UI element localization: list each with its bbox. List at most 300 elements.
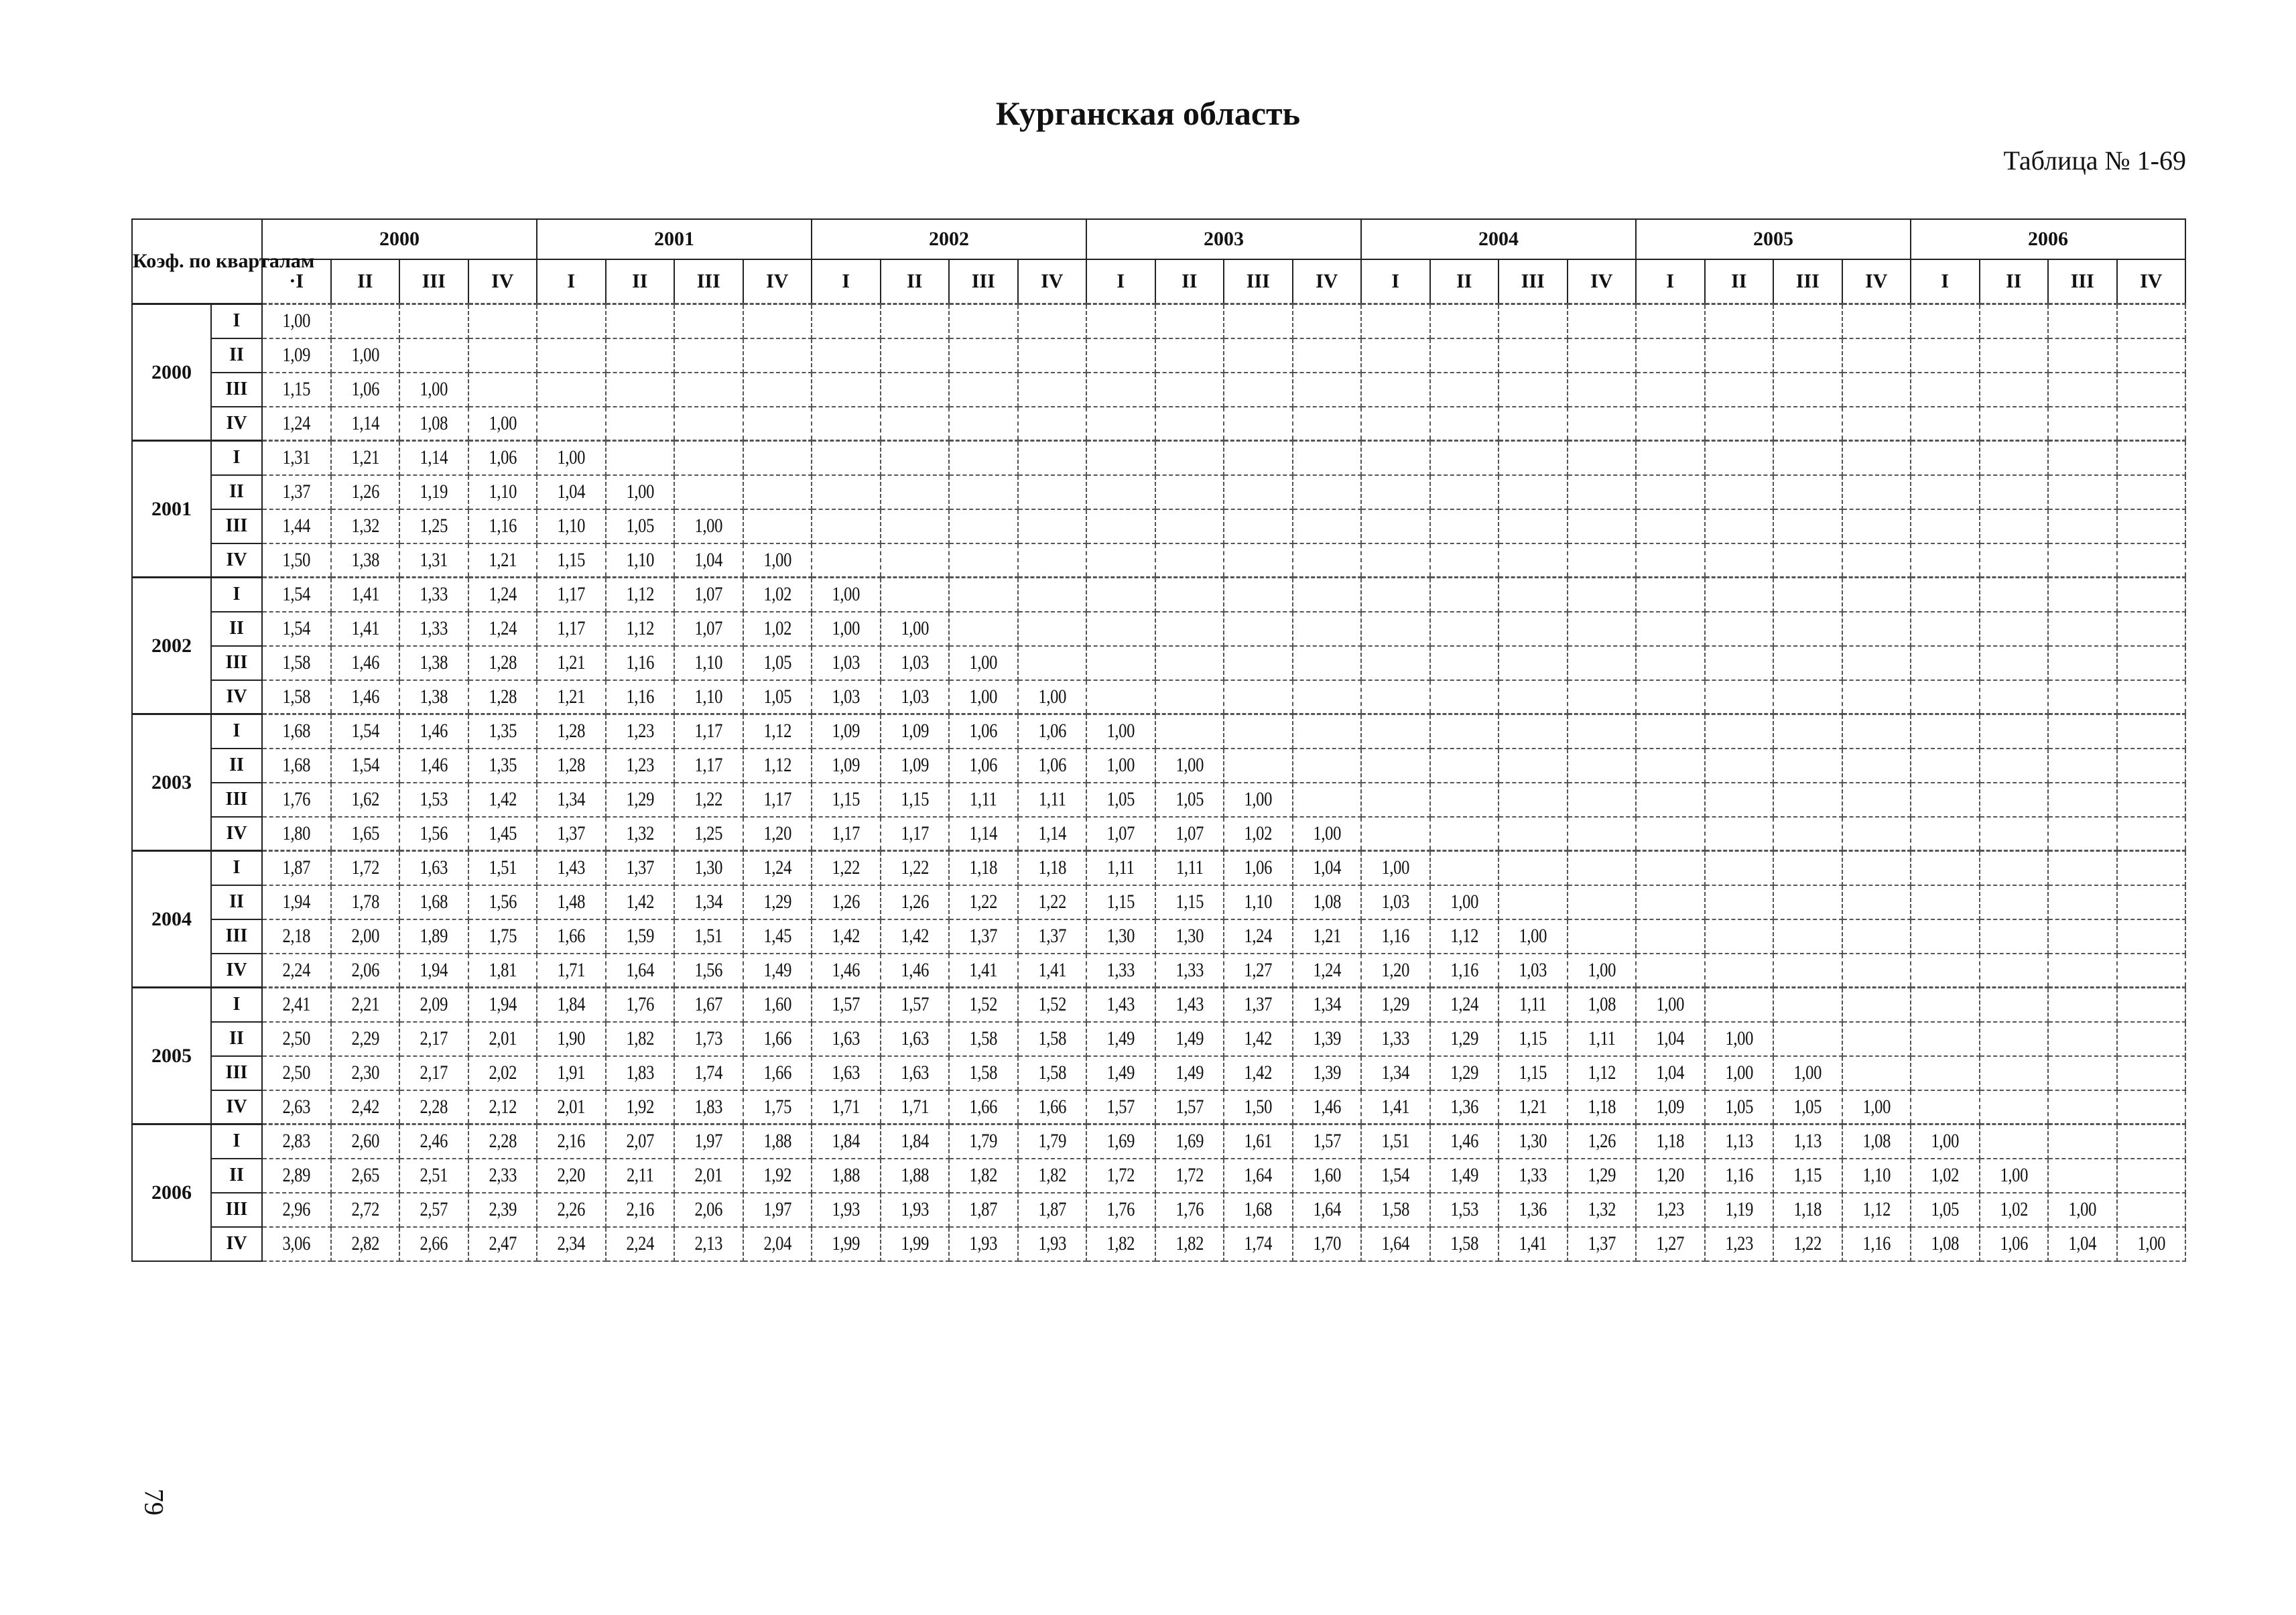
empty-cell: [1911, 509, 1980, 543]
coefficient-cell: 1,49: [1092, 1056, 1149, 1090]
table-row: [132, 885, 2185, 919]
empty-cell: [2048, 509, 2117, 543]
coefficient-cell: 1,41: [1024, 954, 1080, 988]
coefficient-cell: 1,71: [887, 1090, 943, 1124]
coefficient-cell: 1,12: [1436, 919, 1492, 954]
empty-cell: [2117, 578, 2186, 612]
empty-cell: [1773, 783, 1842, 817]
coefficient-cell: 1,82: [1161, 1227, 1218, 1261]
empty-cell: [1361, 373, 1430, 407]
coefficient-cell: 1,34: [1367, 1056, 1423, 1090]
quarter-header: IV: [1568, 259, 1637, 304]
coefficient-cell: 1,63: [405, 851, 462, 885]
coefficient-cell: 1,00: [474, 407, 531, 441]
empty-cell: [1842, 680, 1911, 714]
empty-cell: [1155, 612, 1224, 646]
empty-cell: [1705, 680, 1774, 714]
empty-cell: [1224, 475, 1293, 509]
coefficient-cell: 1,08: [1848, 1124, 1905, 1159]
empty-cell: [1980, 373, 2049, 407]
empty-cell: [1155, 304, 1224, 338]
coefficient-cell: 1,57: [1092, 1090, 1149, 1124]
empty-cell: [1155, 373, 1224, 407]
empty-cell: [1911, 1056, 1980, 1090]
empty-cell: [1293, 543, 1362, 578]
empty-cell: [1773, 714, 1842, 749]
coefficient-cell: 1,42: [474, 783, 531, 817]
empty-cell: [1086, 646, 1155, 680]
coefficient-cell: 1,17: [543, 612, 599, 646]
row-quarter-label: IV: [211, 543, 262, 578]
coefficient-cell: 1,04: [1642, 1022, 1698, 1056]
coefficient-cell: 1,07: [1092, 817, 1149, 851]
quarter-header: II: [1980, 259, 2049, 304]
coefficient-cell: 2,42: [337, 1090, 393, 1124]
empty-cell: [1705, 407, 1774, 441]
coefficient-cell: 1,05: [612, 509, 668, 543]
empty-cell: [1842, 783, 1911, 817]
empty-cell: [1224, 714, 1293, 749]
empty-cell: [1224, 646, 1293, 680]
coefficient-cell: 1,13: [1779, 1124, 1836, 1159]
empty-cell: [1980, 441, 2049, 475]
empty-cell: [1430, 646, 1499, 680]
coefficient-cell: 1,16: [1711, 1159, 1767, 1193]
empty-cell: [881, 578, 950, 612]
table-row: [132, 1227, 2185, 1261]
coefficient-cell: 1,00: [818, 578, 874, 612]
empty-cell: [606, 304, 675, 338]
coefficient-cell: 1,10: [543, 509, 599, 543]
coefficient-cell: 2,00: [337, 919, 393, 954]
coefficient-cell: 1,00: [1299, 817, 1355, 851]
empty-cell: [1498, 509, 1568, 543]
coefficient-cell: 1,32: [1574, 1193, 1630, 1227]
coefficient-cell: 1,75: [749, 1090, 806, 1124]
coefficient-cell: 1,21: [1505, 1090, 1561, 1124]
coefficient-cell: 1,54: [268, 612, 324, 646]
empty-cell: [1293, 578, 1362, 612]
empty-cell: [1636, 338, 1705, 373]
coefficient-cell: 1,00: [1436, 885, 1492, 919]
empty-cell: [1705, 885, 1774, 919]
quarter-header-row: [132, 259, 2185, 304]
corner-header: Коэф. по кварталам: [132, 219, 262, 304]
empty-cell: [1705, 749, 1774, 783]
coefficient-cell: 1,63: [887, 1022, 943, 1056]
quarter-header: I: [1911, 259, 1980, 304]
empty-cell: [1086, 407, 1155, 441]
empty-cell: [606, 441, 675, 475]
empty-cell: [1980, 817, 2049, 851]
coefficient-cell: 1,46: [405, 714, 462, 749]
empty-cell: [1430, 338, 1499, 373]
empty-cell: [2117, 885, 2186, 919]
coefficient-cell: 1,22: [818, 851, 874, 885]
empty-cell: [949, 612, 1018, 646]
coefficient-cell: 1,00: [1642, 988, 1698, 1022]
empty-cell: [1155, 441, 1224, 475]
empty-cell: [1980, 509, 2049, 543]
coefficient-cell: 1,14: [405, 441, 462, 475]
empty-cell: [1224, 304, 1293, 338]
coefficient-cell: 1,46: [887, 954, 943, 988]
coefficient-cell: 1,73: [680, 1022, 737, 1056]
empty-cell: [1568, 749, 1637, 783]
empty-cell: [1293, 338, 1362, 373]
quarter-header: III: [1498, 259, 1568, 304]
coefficient-cell: 1,00: [1161, 749, 1218, 783]
empty-cell: [1430, 783, 1499, 817]
empty-cell: [1568, 680, 1637, 714]
coefficient-cell: 1,23: [1642, 1193, 1698, 1227]
coefficient-cell: 1,42: [612, 885, 668, 919]
coefficient-cell: 1,07: [680, 578, 737, 612]
coefficient-cell: 1,68: [1230, 1193, 1286, 1227]
empty-cell: [812, 509, 881, 543]
empty-cell: [1224, 749, 1293, 783]
row-year-label: 2006: [132, 1124, 211, 1261]
coefficient-cell: 1,84: [887, 1124, 943, 1159]
coefficient-cell: 1,37: [1024, 919, 1080, 954]
coefficient-cell: 1,35: [474, 714, 531, 749]
empty-cell: [2117, 851, 2186, 885]
row-quarter-label: I: [211, 988, 262, 1022]
coefficient-cell: 2,21: [337, 988, 393, 1022]
empty-cell: [1155, 509, 1224, 543]
empty-cell: [1980, 851, 2049, 885]
empty-cell: [1498, 817, 1568, 851]
coefficient-cell: 1,58: [268, 646, 324, 680]
coefficient-cell: 1,68: [268, 749, 324, 783]
empty-cell: [1430, 373, 1499, 407]
empty-cell: [1498, 885, 1568, 919]
coefficient-cell: 1,06: [955, 714, 1011, 749]
empty-cell: [1773, 954, 1842, 988]
coefficient-cell: 1,26: [337, 475, 393, 509]
empty-cell: [1293, 783, 1362, 817]
coefficient-cell: 1,25: [405, 509, 462, 543]
empty-cell: [674, 373, 743, 407]
row-quarter-label: I: [211, 304, 262, 338]
empty-cell: [1498, 783, 1568, 817]
coefficient-cell: 1,20: [1367, 954, 1423, 988]
empty-cell: [1773, 1022, 1842, 1056]
empty-cell: [812, 441, 881, 475]
coefficient-cell: 1,66: [955, 1090, 1011, 1124]
coefficient-cell: 1,00: [1092, 714, 1149, 749]
coefficient-cell: 1,50: [1230, 1090, 1286, 1124]
table-row: [132, 1193, 2185, 1227]
coefficient-cell: 1,00: [1024, 680, 1080, 714]
empty-cell: [1293, 749, 1362, 783]
coefficient-cell: 1,58: [1367, 1193, 1423, 1227]
quarter-header: II: [331, 259, 400, 304]
coefficient-cell: 2,16: [612, 1193, 668, 1227]
empty-cell: [1086, 578, 1155, 612]
coefficient-cell: 1,00: [612, 475, 668, 509]
empty-cell: [812, 543, 881, 578]
table-row: [132, 749, 2185, 783]
coefficient-cell: 1,24: [1436, 988, 1492, 1022]
coefficient-cell: 1,52: [955, 988, 1011, 1022]
empty-cell: [1980, 714, 2049, 749]
coefficient-cell: 1,27: [1230, 954, 1286, 988]
coefficient-cell: 2,26: [543, 1193, 599, 1227]
quarter-header: II: [1155, 259, 1224, 304]
empty-cell: [2048, 1159, 2117, 1193]
coefficient-cell: 1,66: [543, 919, 599, 954]
empty-cell: [812, 338, 881, 373]
coefficient-cell: 1,00: [2123, 1227, 2179, 1261]
quarter-header: III: [399, 259, 468, 304]
empty-cell: [1224, 680, 1293, 714]
empty-cell: [1980, 338, 2049, 373]
coefficient-cell: 1,58: [955, 1056, 1011, 1090]
empty-cell: [812, 373, 881, 407]
empty-cell: [743, 338, 812, 373]
coefficient-cell: 1,37: [1230, 988, 1286, 1022]
coefficient-cell: 1,39: [1299, 1056, 1355, 1090]
row-quarter-label: II: [211, 338, 262, 373]
empty-cell: [1980, 680, 2049, 714]
empty-cell: [674, 338, 743, 373]
coefficient-cell: 2,20: [543, 1159, 599, 1193]
empty-cell: [1842, 578, 1911, 612]
empty-cell: [1155, 543, 1224, 578]
empty-cell: [1773, 304, 1842, 338]
coefficient-cell: 1,08: [1299, 885, 1355, 919]
coefficient-cell: 1,28: [474, 680, 531, 714]
empty-cell: [1636, 475, 1705, 509]
coefficient-cell: 1,11: [1505, 988, 1561, 1022]
empty-cell: [2117, 783, 2186, 817]
empty-cell: [1705, 783, 1774, 817]
coefficient-cell: 1,36: [1436, 1090, 1492, 1124]
coefficient-cell: 1,59: [612, 919, 668, 954]
empty-cell: [2048, 407, 2117, 441]
empty-cell: [1705, 304, 1774, 338]
empty-cell: [1842, 646, 1911, 680]
coefficient-cell: 1,12: [612, 578, 668, 612]
coefficient-cell: 1,66: [749, 1056, 806, 1090]
coefficient-cell: 1,92: [612, 1090, 668, 1124]
coefficient-cell: 1,74: [680, 1056, 737, 1090]
empty-cell: [1705, 646, 1774, 680]
year-header: 2001: [537, 219, 812, 259]
empty-cell: [1018, 441, 1087, 475]
empty-cell: [1980, 919, 2049, 954]
coefficient-cell: 1,05: [749, 646, 806, 680]
empty-cell: [1568, 407, 1637, 441]
empty-cell: [2048, 441, 2117, 475]
coefficient-cell: 1,67: [680, 988, 737, 1022]
year-header: 2000: [262, 219, 537, 259]
row-quarter-label: I: [211, 851, 262, 885]
empty-cell: [1842, 885, 1911, 919]
empty-cell: [1224, 373, 1293, 407]
coefficient-cell: 1,54: [337, 714, 393, 749]
quarter-header: II: [1705, 259, 1774, 304]
coefficient-cell: 1,00: [955, 646, 1011, 680]
empty-cell: [881, 543, 950, 578]
empty-cell: [2048, 304, 2117, 338]
coefficient-cell: 1,22: [680, 783, 737, 817]
coefficient-cell: 1,00: [1711, 1056, 1767, 1090]
empty-cell: [1293, 373, 1362, 407]
empty-cell: [1568, 441, 1637, 475]
empty-cell: [1911, 783, 1980, 817]
coefficient-cell: 1,37: [543, 817, 599, 851]
empty-cell: [1430, 612, 1499, 646]
quarter-header: IV: [1842, 259, 1911, 304]
empty-cell: [1155, 407, 1224, 441]
coefficient-cell: 1,71: [818, 1090, 874, 1124]
empty-cell: [1773, 646, 1842, 680]
quarter-header: I: [1361, 259, 1430, 304]
coefficient-cell: 1,17: [887, 817, 943, 851]
coefficient-cell: 1,90: [543, 1022, 599, 1056]
coefficient-cell: 2,33: [474, 1159, 531, 1193]
coefficient-cell: 1,58: [955, 1022, 1011, 1056]
empty-cell: [1636, 680, 1705, 714]
coefficient-cell: 1,10: [612, 543, 668, 578]
empty-cell: [1155, 646, 1224, 680]
empty-cell: [1636, 373, 1705, 407]
coefficient-cell: 2,01: [474, 1022, 531, 1056]
coefficient-cell: 1,00: [1986, 1159, 2042, 1193]
empty-cell: [1361, 441, 1430, 475]
coefficient-cell: 1,71: [543, 954, 599, 988]
empty-cell: [743, 373, 812, 407]
empty-cell: [2117, 714, 2186, 749]
empty-cell: [1980, 475, 2049, 509]
coefficient-cell: 1,14: [1024, 817, 1080, 851]
coefficient-cell: 1,30: [680, 851, 737, 885]
coefficient-cell: 1,22: [887, 851, 943, 885]
empty-cell: [1018, 373, 1087, 407]
table-row: [132, 851, 2185, 885]
coefficient-cell: 1,28: [474, 646, 531, 680]
coefficient-cell: 1,35: [474, 749, 531, 783]
empty-cell: [2117, 543, 2186, 578]
empty-cell: [2117, 817, 2186, 851]
empty-cell: [2048, 373, 2117, 407]
coefficient-cell: 1,24: [1299, 954, 1355, 988]
coefficient-cell: 1,25: [680, 817, 737, 851]
coefficient-cell: 1,07: [1161, 817, 1218, 851]
quarter-header: II: [1430, 259, 1499, 304]
row-quarter-label: III: [211, 1193, 262, 1227]
empty-cell: [1773, 543, 1842, 578]
coefficient-cell: 1,10: [680, 680, 737, 714]
empty-cell: [1293, 646, 1362, 680]
empty-cell: [881, 407, 950, 441]
coefficient-cell: 1,66: [749, 1022, 806, 1056]
empty-cell: [1980, 543, 2049, 578]
coefficient-cell: 1,03: [887, 646, 943, 680]
empty-cell: [1636, 304, 1705, 338]
coefficient-cell: 1,87: [955, 1193, 1011, 1227]
coefficient-cell: 1,22: [955, 885, 1011, 919]
coefficient-cell: 1,00: [680, 509, 737, 543]
empty-cell: [1980, 578, 2049, 612]
empty-cell: [1498, 578, 1568, 612]
empty-cell: [1568, 475, 1637, 509]
empty-cell: [1911, 338, 1980, 373]
empty-cell: [1430, 543, 1499, 578]
coefficient-cell: 1,19: [1711, 1193, 1767, 1227]
coefficient-cell: 1,00: [1367, 851, 1423, 885]
coefficient-cell: 1,24: [474, 612, 531, 646]
coefficient-cell: 1,22: [1779, 1227, 1836, 1261]
empty-cell: [1980, 1056, 2049, 1090]
empty-cell: [1086, 373, 1155, 407]
coefficient-cell: 1,00: [337, 338, 393, 373]
coefficient-cell: 1,16: [474, 509, 531, 543]
coefficient-cell: 1,12: [612, 612, 668, 646]
empty-cell: [1636, 646, 1705, 680]
empty-cell: [2048, 578, 2117, 612]
empty-cell: [1568, 646, 1637, 680]
empty-cell: [1773, 919, 1842, 954]
empty-cell: [1705, 817, 1774, 851]
coefficient-cell: 1,23: [612, 749, 668, 783]
empty-cell: [2048, 988, 2117, 1022]
coefficient-cell: 1,58: [268, 680, 324, 714]
row-quarter-label: I: [211, 578, 262, 612]
empty-cell: [1086, 441, 1155, 475]
empty-cell: [537, 338, 606, 373]
table-row: [132, 441, 2185, 475]
coefficient-cell: 2,28: [474, 1124, 531, 1159]
row-quarter-label: II: [211, 885, 262, 919]
coefficient-cell: 1,21: [543, 680, 599, 714]
coefficient-cell: 2,18: [268, 919, 324, 954]
empty-cell: [1842, 749, 1911, 783]
coefficient-cell: 1,46: [818, 954, 874, 988]
empty-cell: [1773, 509, 1842, 543]
empty-cell: [1705, 373, 1774, 407]
coefficient-cell: 1,46: [405, 749, 462, 783]
empty-cell: [1293, 680, 1362, 714]
row-quarter-label: IV: [211, 954, 262, 988]
empty-cell: [1224, 441, 1293, 475]
coefficient-cell: 1,16: [1367, 919, 1423, 954]
empty-cell: [1911, 714, 1980, 749]
table-row: [132, 1090, 2185, 1124]
empty-cell: [1842, 407, 1911, 441]
coefficient-cell: 1,79: [955, 1124, 1011, 1159]
table-row: [132, 475, 2185, 509]
table-row: [132, 919, 2185, 954]
coefficient-cell: 2,30: [337, 1056, 393, 1090]
empty-cell: [606, 407, 675, 441]
empty-cell: [1636, 885, 1705, 919]
coefficient-cell: 1,00: [1848, 1090, 1905, 1124]
empty-cell: [1568, 373, 1637, 407]
quarter-header: III: [949, 259, 1018, 304]
empty-cell: [1430, 578, 1499, 612]
coefficient-cell: 1,79: [1024, 1124, 1080, 1159]
coefficient-cell: 1,00: [749, 543, 806, 578]
coefficient-cell: 1,10: [474, 475, 531, 509]
coefficient-cell: 1,49: [1161, 1022, 1218, 1056]
empty-cell: [743, 407, 812, 441]
empty-cell: [1430, 851, 1499, 885]
coefficient-cell: 2,96: [268, 1193, 324, 1227]
empty-cell: [1361, 407, 1430, 441]
